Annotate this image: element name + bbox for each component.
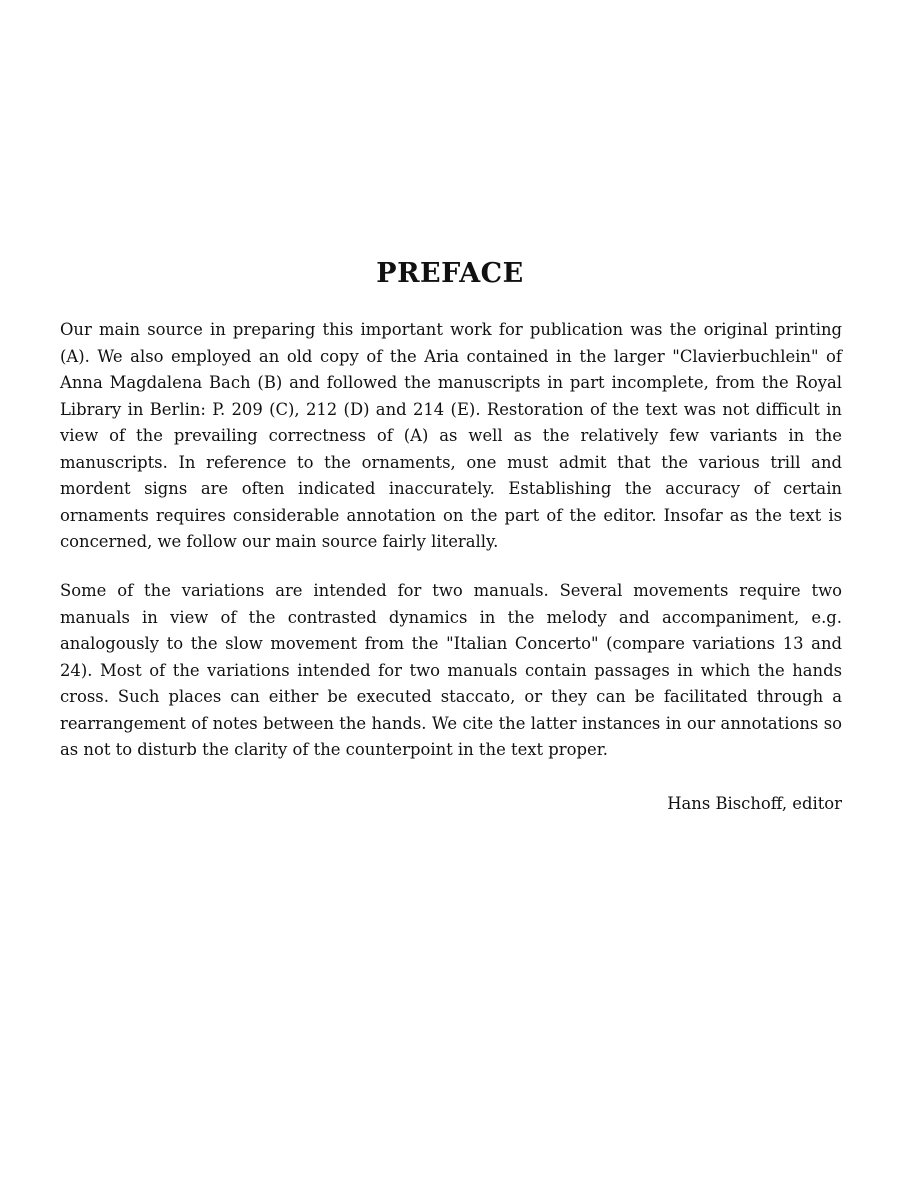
preface-paragraph-2: Some of the variations are intended for two manuals. Several movements require two manuals in view of the contrasted dynamics in the melody and accompaniment, e.g. analogously to the slow movement from the "Italian Concerto" (compare variations 13 and 24). Most of the variations intended for two manuals contain passages in which the hands cross. Such places can either be executed staccato, or they can be facilitated through a rearrangement of notes between the hands. We cite the latter instances in our annotations so as not to disturb the clarity of the counterpoint in the text proper. — [60, 581, 842, 759]
editor-signature: Hans Bischoff, editor — [667, 794, 842, 813]
preface-paragraph-1: Our main source in preparing this important work for publication was the original printing (A). We also employed an old copy of the Aria contained in the larger "Clavierbuchlein" of Anna Magdalena Bach (B) and followed the manuscripts in part incomplete, from the Royal Library in Berlin: P. 209 (C), 212 (D) and 214 (E). Restoration of the text was not difficult in view of the prevailing correctness of (A) as well as the relatively few variants in the manuscripts. In reference to the ornaments, one must admit that the various trill and mordent signs are often indicated inaccurately. Establishing the accuracy of certain ornaments requires considerable annotation on the part of the editor. Insofar as the text is concerned, we follow our main source fairly literally. — [60, 320, 842, 551]
page-title: PREFACE — [376, 258, 524, 289]
